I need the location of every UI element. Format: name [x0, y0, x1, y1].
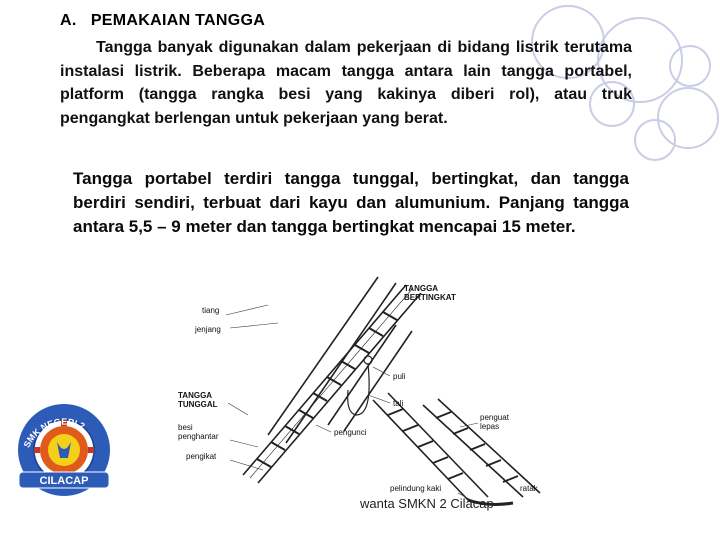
label-ratak: ratak — [520, 484, 538, 493]
label-jenjang: jenjang — [195, 325, 221, 334]
label-tangga-tunggal-1: TANGGA — [178, 391, 213, 400]
label-penguat: penguat — [480, 413, 509, 422]
label-pelindung-kaki: pelindung kaki — [390, 484, 442, 493]
paragraph-intro-text: Tangga banyak digunakan dalam pekerjaan di bidang listrik terutama instalasi listrik. Beberapa macam tangga antara lain tangga portabel, platform (tangga rangka besi yang kakinya diberi rol), atau truk pengangkat berlengan untuk pekerjaan yang berat. — [60, 39, 632, 127]
label-puli: puli — [393, 372, 406, 381]
label-tiang: tiang — [202, 306, 220, 315]
label-tali: tali — [393, 399, 404, 408]
logo-top-text: SMK NEGERI 2 — [21, 416, 87, 450]
single-ladder — [243, 285, 421, 483]
label-tangga-tunggal-2: TUNGGAL — [178, 400, 218, 409]
school-logo — [5, 398, 123, 498]
label-lepas: lepas — [480, 422, 500, 431]
paragraph-portable: Tangga portabel terdiri tangga tunggal, bertingkat, dan tangga berdiri sendiri, terbuat dari kayu dan alumunium. Panjang tangga antara 5,5 – 9 meter dan tangga bertingkat mencapai 15 meter. — [73, 169, 629, 236]
label-besi: besi — [178, 423, 193, 432]
label-tangga-bertingkat-2: BERTINGKAT — [404, 293, 456, 302]
label-penghantar: penghantar — [178, 432, 219, 441]
label-pengunci: pengunci — [334, 428, 367, 437]
footer-credit: wanta SMKN 2 Cilacap — [360, 496, 494, 511]
ladder-illustration — [168, 275, 608, 515]
paragraph-intro — [60, 36, 632, 130]
label-tangga-bertingkat-1: TANGGA — [404, 284, 439, 293]
logo-bottom-text: CILACAP — [39, 475, 89, 487]
section-title: A. PEMAKAIAN TANGGA — [60, 12, 266, 29]
label-pengikat: pengikat — [186, 452, 217, 461]
